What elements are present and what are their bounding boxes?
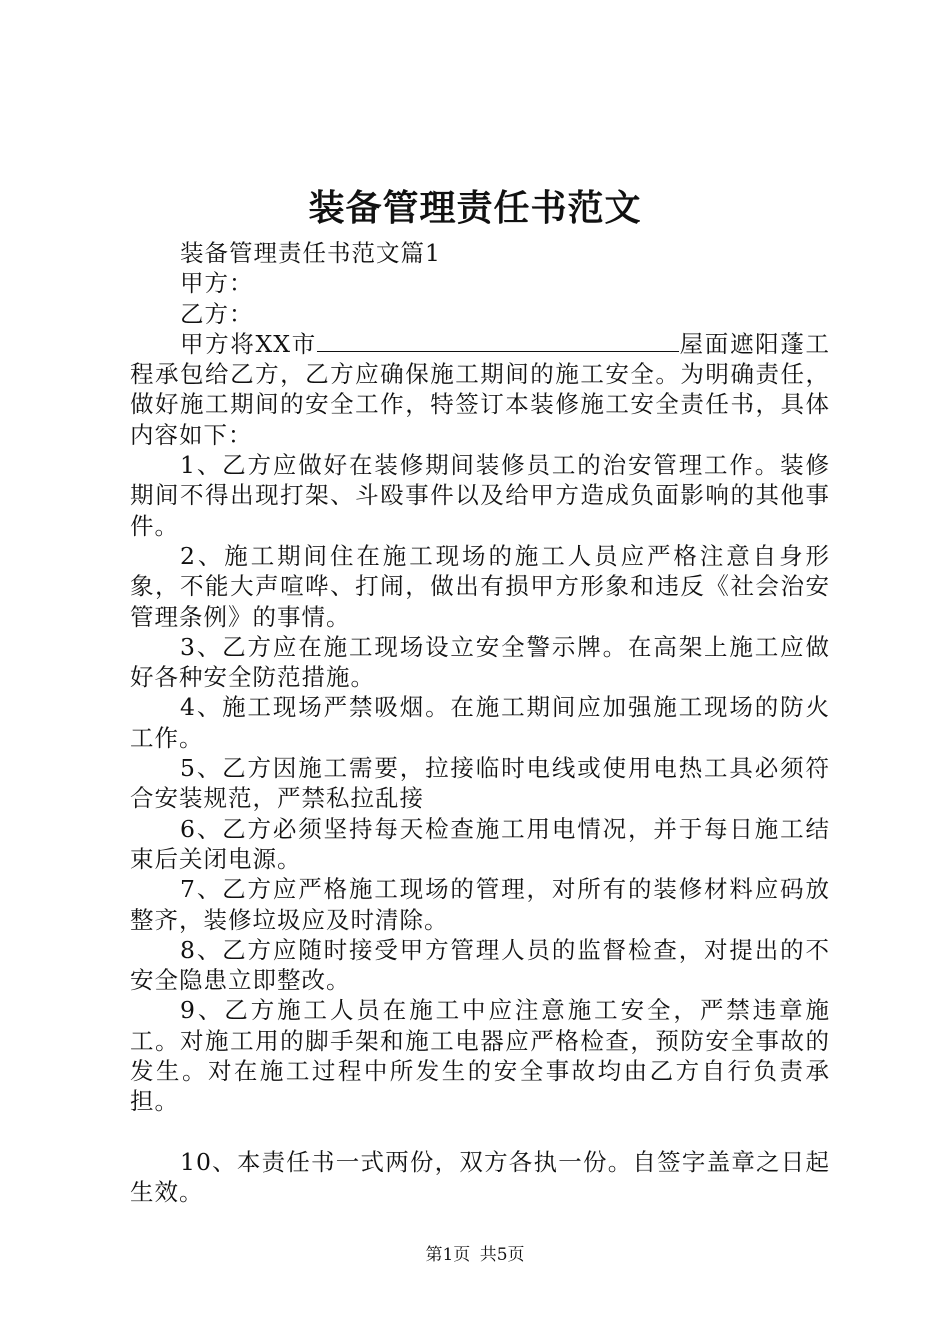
document-title: 装备管理责任书范文 xyxy=(308,187,642,229)
document-body xyxy=(130,238,830,1207)
clause-8: 8、乙方应随时接受甲方管理人员的监督检查，对提出的不安全隐患立即整改。 xyxy=(130,935,830,995)
intro-after-blank: 屋面遮阳蓬工程承包给乙方，乙方应确保施工期间的施工安全。为明确责任，做好施工期间的安全工作，特签订本装修施工安全责任书，具体内容如下： xyxy=(130,329,830,449)
clause-1: 1、乙方应做好在装修期间装修员工的治安管理工作。装修期间不得出现打架、斗殴事件以及给甲方造成负面影响的其他事件。 xyxy=(130,451,830,540)
clause-9: 9、乙方施工人员在施工中应注意施工安全，严禁违章施工。对施工用的脚手架和施工电器应严格检查，预防安全事故的发生。对在施工过程中所发生的安全事故均由乙方自行负责承担。 xyxy=(130,996,830,1116)
clause-6: 6、乙方必须坚持每天检查施工用电情况，并于每日施工结束后关闭电源。 xyxy=(130,814,830,873)
party-b-line: 乙方： xyxy=(180,299,254,328)
clause-10: 10、本责任书一式两份，双方各执一份。自签字盖章之日起生效。 xyxy=(130,1147,830,1206)
clause-2: 2、施工期间住在施工现场的施工人员应严格注意自身形象，不能大声喧哗、打闹，做出有损甲方形象和违反《社会治安管理条例》的事情。 xyxy=(130,541,830,631)
page-number: 第1页 xyxy=(425,1245,471,1265)
clause-7: 7、乙方应严格施工现场的管理，对所有的装修材料应码放整齐，装修垃圾应及时清除。 xyxy=(130,875,830,934)
clause-3: 3、乙方应在施工现场设立安全警示牌。在高架上施工应做好各种安全防范措施。 xyxy=(130,632,830,692)
subtitle: 装备管理责任书范文篇1 xyxy=(180,239,441,267)
clause-5: 5、乙方因施工需要，拉接临时电线或使用电热工具必须符合安装规范，严禁私拉乱接 xyxy=(130,754,830,813)
party-a-line: 甲方： xyxy=(180,269,254,298)
intro-paragraph xyxy=(130,329,830,450)
clause-4: 4、施工现场严禁吸烟。在施工期间应加强施工现场的防火工作。 xyxy=(130,693,830,752)
fill-in-blank xyxy=(317,329,679,352)
page-footer xyxy=(0,1243,950,1267)
page-total: 共5页 xyxy=(479,1245,525,1265)
intro-before-blank: 甲方将XX市 xyxy=(180,329,317,358)
